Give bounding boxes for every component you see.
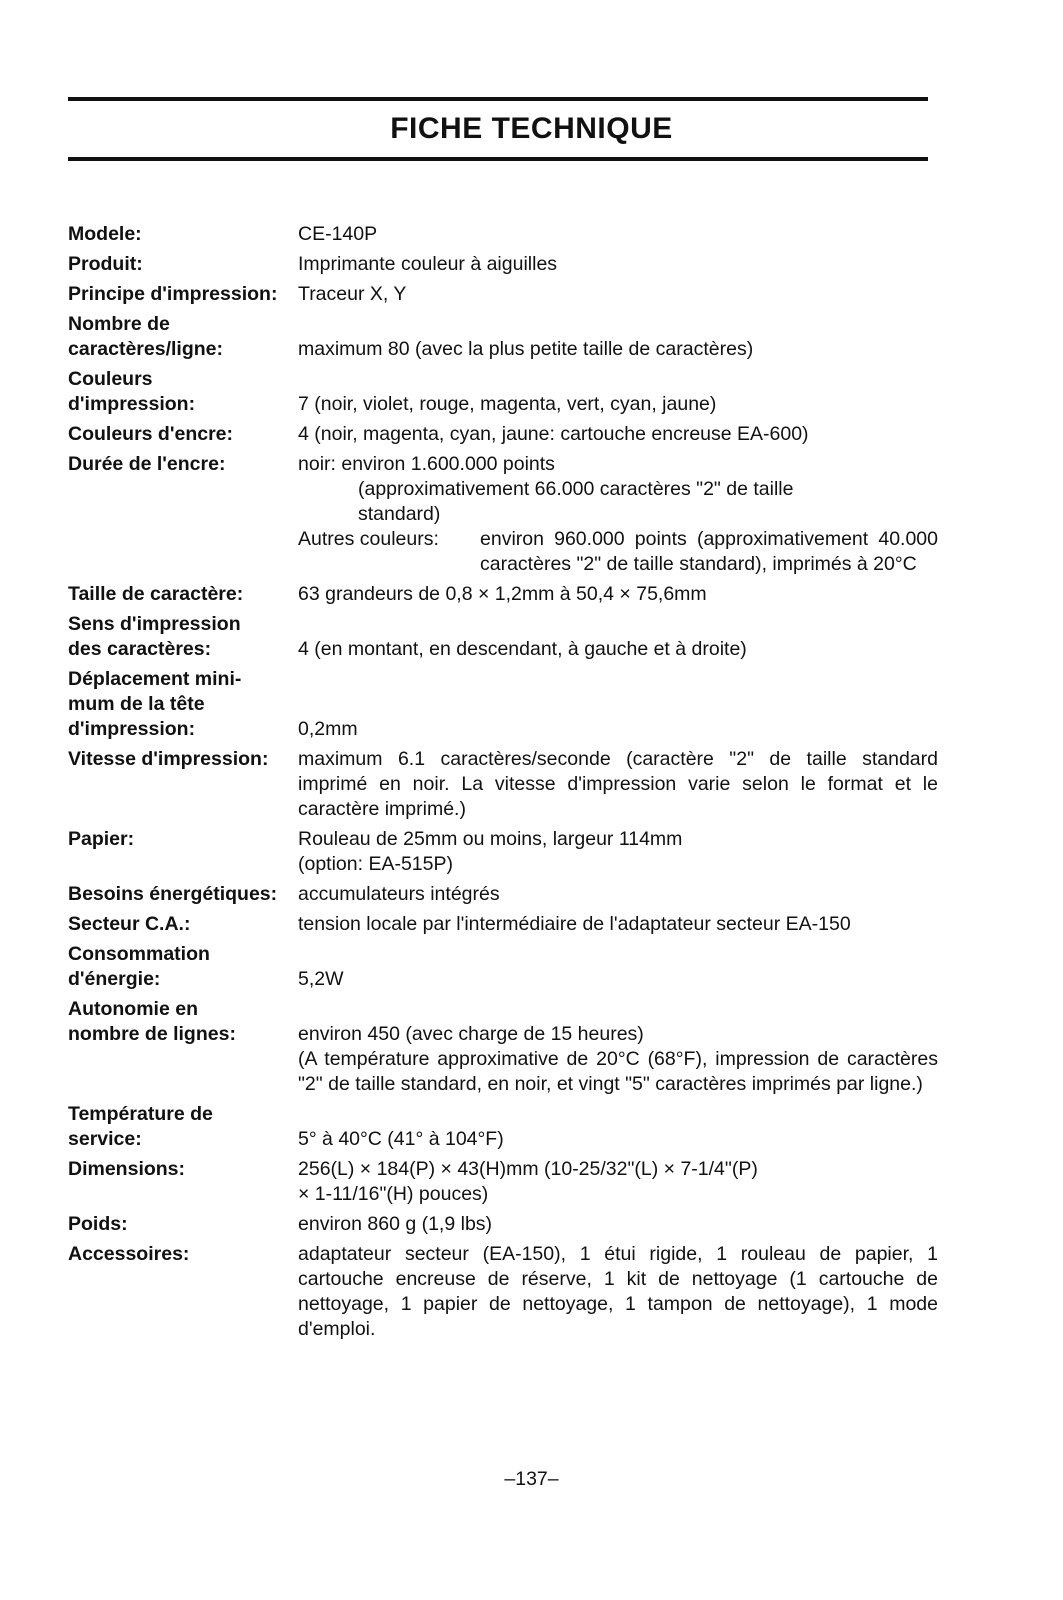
spec-label: Taille de caractère: — [68, 583, 244, 605]
spec-label-line: d'impression: — [68, 718, 196, 740]
spec-value: 5° à 40°C (41° à 104°F) — [298, 1128, 504, 1150]
spec-label — [68, 367, 298, 417]
spec-label-line: Nombre de — [68, 313, 170, 335]
spec-value: 4 (en montant, en descendant, à gauche et à droite) — [298, 638, 747, 660]
spec-row-duree — [68, 452, 938, 577]
spec-value: maximum 80 (avec la plus petite taille de caractères) — [298, 338, 754, 360]
spec-label — [68, 667, 298, 742]
spec-label-line: Consommation — [68, 943, 210, 965]
spec-label: Modele: — [68, 223, 142, 245]
ink-black-detail: standard) — [358, 503, 441, 525]
spec-value: environ 860 g (1,9 lbs) — [298, 1213, 493, 1235]
spec-value: Traceur X, Y — [298, 283, 407, 305]
spec-label: Couleurs d'encre: — [68, 423, 234, 445]
spec-value-line: 256(L) × 184(P) × 43(H)mm (10-25/32"(L) × 7-1/4"(P) — [298, 1158, 758, 1180]
spec-label-line: caractères/ligne: — [68, 338, 224, 360]
spec-label-line: Couleurs — [68, 368, 153, 390]
spec-value: Imprimante couleur à aiguilles — [298, 253, 558, 275]
ink-other-label: Autres couleurs: — [298, 528, 439, 550]
spec-value-line: (A température approximative de 20°C (68°F), impression de caractères "2" de taille standard, en noir, et vingt "5" caractères imprimés par ligne.) — [298, 1048, 938, 1095]
spec-label — [68, 997, 298, 1047]
spec-value: 5,2W — [298, 968, 344, 990]
spec-label-line: service: — [68, 1128, 142, 1150]
spec-value: 63 grandeurs de 0,8 × 1,2mm à 50,4 × 75,6mm — [298, 583, 707, 605]
spec-value — [298, 1157, 938, 1207]
spec-row-nombre — [68, 312, 938, 362]
spec-row-papier — [68, 827, 938, 877]
spec-row-poids — [68, 1212, 938, 1237]
spec-label: Papier: — [68, 828, 135, 850]
spec-label-line: nombre de lignes: — [68, 1023, 236, 1045]
spec-row-secteur — [68, 912, 938, 937]
ink-black-line: noir: environ 1.600.000 points — [298, 453, 555, 475]
title-rule-bottom — [68, 157, 928, 161]
title-rule-top — [68, 97, 928, 101]
spec-row-besoins — [68, 882, 938, 907]
spec-value-line: environ 450 (avec charge de 15 heures) — [298, 1023, 644, 1045]
ink-black-detail: (approximativement 66.000 caractères "2" de taille — [358, 478, 794, 500]
spec-row-principe — [68, 282, 938, 307]
spec-value: adaptateur secteur (EA-150), 1 étui rigide, 1 rouleau de papier, 1 cartouche encreuse de réserve, 1 kit de nettoyage (1 cartouche de nettoyage, 1 papier de nettoyage, 1 tampon de nettoyage), 1 mode d'emploi. — [298, 1243, 938, 1340]
spec-label-line: Température de — [68, 1103, 213, 1125]
spec-label: Poids: — [68, 1213, 128, 1235]
spec-label-line: d'impression: — [68, 393, 196, 415]
spec-value — [298, 997, 938, 1097]
spec-label: Dimensions: — [68, 1158, 186, 1180]
spec-list — [68, 222, 938, 1347]
spec-value-line: Rouleau de 25mm ou moins, largeur 114mm — [298, 828, 683, 850]
spec-value: maximum 6.1 caractères/seconde (caractère "2" de taille standard imprimé en noir. La vitesse d'impression varie selon le format et le caractère imprimé.) — [298, 748, 938, 820]
spec-label-line: Déplacement mini- — [68, 668, 242, 690]
spec-label — [68, 942, 298, 992]
spec-value — [298, 827, 938, 877]
spec-value: tension locale par l'intermédiaire de l'adaptateur secteur EA-150 — [298, 913, 851, 935]
spec-value-line: × 1-11/16"(H) pouces) — [298, 1183, 489, 1205]
spec-label: Vitesse d'impression: — [68, 748, 269, 770]
spec-value: 0,2mm — [298, 718, 358, 740]
spec-label: Secteur C.A.: — [68, 913, 191, 935]
spec-row-accessoires — [68, 1242, 938, 1342]
spec-label: Besoins énergétiques: — [68, 883, 278, 905]
spec-value-line: (option: EA-515P) — [298, 853, 454, 875]
spec-row-produit — [68, 252, 938, 277]
spec-label-line: mum de la tête — [68, 693, 205, 715]
spec-row-consommation — [68, 942, 938, 992]
spec-value — [298, 452, 938, 577]
spec-value: 4 (noir, magenta, cyan, jaune: cartouche encreuse EA-600) — [298, 423, 809, 445]
spec-row-couleurs-impression — [68, 367, 938, 417]
page-title: FICHE TECHNIQUE — [390, 112, 673, 145]
page-number: –137– — [504, 1468, 559, 1490]
spec-label: Durée de l'encre: — [68, 453, 226, 475]
spec-row-couleurs-encre — [68, 422, 938, 447]
spec-row-deplacement — [68, 667, 938, 742]
ink-other-colors — [298, 527, 938, 577]
spec-row-dimensions — [68, 1157, 938, 1207]
spec-label: Produit: — [68, 253, 143, 275]
spec-value: 7 (noir, violet, rouge, magenta, vert, cyan, jaune) — [298, 393, 717, 415]
spec-row-modele — [68, 222, 938, 247]
spec-label: Principe d'impression: — [68, 283, 278, 305]
ink-other-text: environ 960.000 points (approximativement 40.000 caractères "2" de taille standard), imprimés à 20°C — [480, 528, 938, 575]
spec-label-line: des caractères: — [68, 638, 212, 660]
spec-label — [68, 612, 298, 662]
spec-label — [68, 312, 298, 362]
spec-value: accumulateurs intégrés — [298, 883, 500, 905]
spec-label-line: d'énergie: — [68, 968, 161, 990]
spec-row-temperature — [68, 1102, 938, 1152]
spec-label: Accessoires: — [68, 1243, 190, 1265]
spec-value: CE-140P — [298, 223, 378, 245]
spec-row-autonomie — [68, 997, 938, 1097]
spec-row-sens — [68, 612, 938, 662]
spec-label — [68, 1102, 298, 1152]
spec-row-vitesse — [68, 747, 938, 822]
spec-label-line: Autonomie en — [68, 998, 198, 1020]
spec-label-line: Sens d'impression — [68, 613, 241, 635]
spec-row-taille — [68, 582, 938, 607]
